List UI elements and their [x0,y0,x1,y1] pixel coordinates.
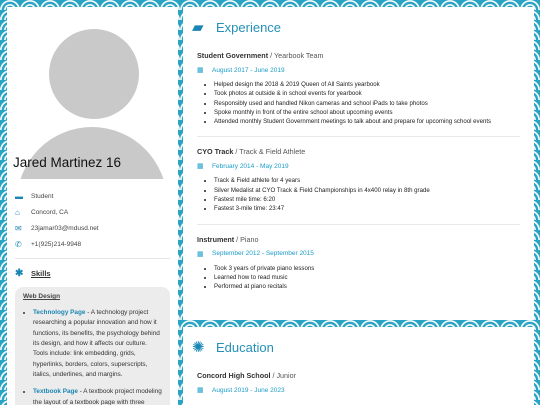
avatar-body [17,127,167,179]
entry-date [197,386,520,394]
avatar-head [49,29,139,119]
skills-item-desc: - A technology project researching a popular innovation and how it functions, its benefits, the psychology behind its design, and how it affects our culture. Tools include: link embedding, grids, hyperlinks, borders, colors, superscripts, italics, underlines, and margins. [33,309,160,378]
calendar-icon: ▦ [197,387,204,394]
bullet-item: • Spoke monthly in front of the entire school about upcoming events [214,108,520,117]
divider [197,136,520,137]
location-text: Concord, CA [31,209,69,217]
skills-heading-label: Skills [31,268,51,278]
email-text[interactable]: 23jamar03@mdusd.net [31,224,99,232]
experience-entry [183,51,534,126]
bullet-item: • Fastest mile time: 6:20 [214,195,520,204]
profile-photo [7,7,178,179]
envelope-icon: ✉ [15,223,22,233]
info-row-location [15,205,170,221]
phone-text[interactable]: +1(925)214-9948 [31,240,82,248]
education-header [183,327,534,367]
entry-dates: August 2019 - June 2023 [212,386,285,394]
skills-item-desc: - A textbook project modeling the layout of a textbook page with three [33,388,162,405]
entry-role: / Piano [234,234,259,244]
education-entry [183,371,534,394]
divider [197,224,520,225]
entry-date [197,250,520,258]
contact-info [7,183,178,252]
education-card [183,327,534,405]
bullet-item: • Fastest 3-mile time: 23:47 [214,204,520,213]
entry-date [197,162,520,170]
bullet-item: • Performed at piano recitals [214,282,520,291]
skills-item [33,387,162,405]
info-row-status [15,189,170,205]
bullet-item: • Helped design the 2018 & 2019 Queen of All Saints yearbook [214,80,520,89]
entry-bullets [197,80,520,126]
briefcase-icon: ▰ [192,19,204,36]
education-title: Education [216,339,274,355]
profile-sidebar [7,7,178,405]
home-icon: ⌂ [15,208,20,218]
calendar-icon: ▦ [197,250,204,258]
experience-title: Experience [216,19,282,35]
entry-role: / Track & Field Athlete [233,147,306,157]
entry-role: / Yearbook Team [268,51,324,60]
entry-org: CYO Track [197,147,234,157]
status-text: Student [31,193,54,201]
entry-bullets [197,264,520,292]
certificate-icon: ✺ [192,339,205,356]
bullet-item: • Track & Field athlete for 4 years [214,176,520,185]
bullet-item: • Took photos at outside & in school events for yearbook [214,89,520,98]
info-row-email[interactable] [15,221,170,237]
experience-entry [183,147,534,213]
textbook-page-link[interactable]: Textbook Page [33,388,78,396]
entry-title [197,371,520,380]
experience-card [183,7,534,320]
technology-page-link[interactable]: Technology Page [33,309,86,317]
skills-item [33,308,162,380]
bullet-item: • Attended monthly Student Government meetings to talk about and prepare for upcoming school events [214,117,520,126]
skills-heading [7,265,178,281]
entry-bullets [197,176,520,213]
entry-dates: September 2012 - September 2015 [212,250,314,258]
entry-role: / Junior [270,371,297,380]
entry-org: Instrument [197,234,235,244]
bullet-item: • Learned how to read music [214,273,520,282]
bullet-item: • Took 3 years of private piano lessons [214,264,520,273]
entry-org: Student Government [197,51,269,60]
phone-icon: ✆ [15,239,22,249]
entry-title [197,51,520,60]
entry-date [197,66,520,74]
divider [15,258,170,259]
skills-list [23,308,162,405]
id-card-icon: ▬ [15,192,23,202]
experience-entry [183,235,534,292]
skills-box [15,287,170,405]
bullet-item: • Silver Medalist at CYO Track & Field Championships in 4x400 relay in 8th grade [214,186,520,195]
asterisk-icon: ✱ [15,267,24,279]
bullet-item: • Responsibly used and handled Nikon cameras and school iPads to take photos [214,99,520,108]
profile-name: Jared Martinez 16 [13,155,122,170]
calendar-icon: ▦ [197,163,204,171]
skills-category: Web Design [23,293,61,301]
entry-title [197,147,520,156]
entry-org: Concord High School [197,371,271,380]
entry-dates: February 2014 - May 2019 [212,162,289,170]
entry-title [197,235,520,244]
info-row-phone[interactable] [15,236,170,252]
entry-dates: August 2017 - June 2019 [212,66,285,74]
calendar-icon: ▦ [197,67,204,74]
experience-header [183,7,534,47]
